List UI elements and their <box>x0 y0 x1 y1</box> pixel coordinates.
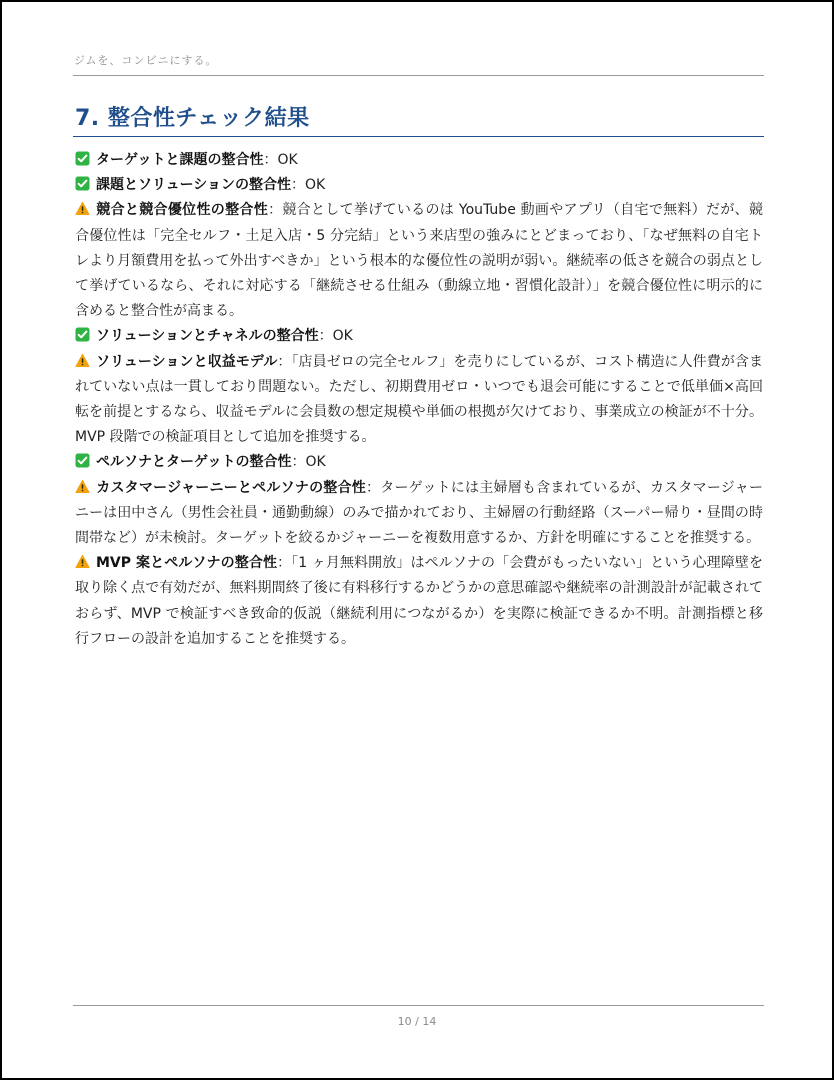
check-box-icon <box>75 327 90 342</box>
warning-icon <box>75 353 90 368</box>
check-box-icon <box>75 453 90 468</box>
check-result-item <box>75 551 763 652</box>
check-item-label: ソリューションと収益モデル <box>96 353 278 370</box>
check-item-label: ソリューションとチャネルの整合性 <box>96 328 319 345</box>
check-result-item <box>75 198 763 324</box>
warning-icon <box>75 201 90 216</box>
check-item-text: ：OK <box>291 177 326 194</box>
check-result-item <box>75 350 763 451</box>
check-item-text: ：OK <box>318 328 353 345</box>
section-title: 7. 整合性チェック結果 <box>75 106 310 131</box>
check-box-icon <box>75 151 90 166</box>
header-divider <box>73 75 764 76</box>
warning-icon <box>75 479 90 494</box>
check-item-text: ：競合として挙げているのは YouTube 動画やアプリ（自宅で無料）だが、競合優位性は「完全セルフ・土足入店・5 分完結」という来店型の強みにとどまっており、「なぜ無料の自宅トレより月額費用を払って外出すべきか」という根本的な優位性の説明が弱い。継続率の低さを競合の弱点として挙げているなら、それに対応する「継続させる仕組み（動線立地・習慣化設計）」を競合優位性に明示的に含めると整合性が高まる。 <box>75 202 763 320</box>
check-item-label: ターゲットと課題の整合性 <box>96 152 264 168</box>
check-item-label: 競合と競合優位性の整合性 <box>96 202 269 219</box>
check-result-item <box>75 173 763 198</box>
check-result-item <box>75 450 763 475</box>
check-item-text: ：「1 ヶ月無料開放」はペルソナの「会費がもったいない」という心理障壁を取り除く点で有効だが、無料期間終了後に有料移行するかどうかの意思確認や継続率の計測設計が記載されておらず、MVP で検証すべき致命的仮説（継続利用につながるか）を実際に検証できるか不明。計測指標と移行フローの設計を追加することを推奨する。 <box>75 555 763 647</box>
check-item-label: ペルソナとターゲットの整合性 <box>96 454 292 471</box>
running-header: ジムを、コンビニにする。 <box>74 54 218 67</box>
check-result-item <box>75 476 763 552</box>
warning-icon <box>75 554 90 569</box>
check-item-label: カスタマージャーニーとペルソナの整合性 <box>96 479 366 496</box>
check-item-label: MVP 案とペルソナの整合性 <box>96 555 278 572</box>
check-result-list <box>75 148 763 652</box>
check-item-text: ：OK <box>291 454 326 471</box>
check-item-text: ：「店員ゼロの完全セルフ」を売りにしているが、コスト構造に人件費が含まれていない点は一貫しており問題ない。ただし、初期費用ゼロ・いつでも退会可能にすることで低単価×高回転を前提とするなら、収益モデルに会員数の想定規模や単価の根拠が欠けており、事業成立の検証が不十分。MVP 段階での検証項目として追加を推奨する。 <box>75 353 763 446</box>
check-item-label: 課題とソリューションの整合性 <box>96 177 292 194</box>
check-result-item <box>75 324 763 349</box>
footer-divider <box>73 1005 764 1006</box>
title-underline <box>73 136 764 137</box>
check-item-text: ：ターゲットには主婦層も含まれているが、カスタマージャーニーは田中さん（男性会社員・通勤動線）のみで描かれており、主婦層の行動経路（スーパー帰り・昼間の時間帯など）が未検討。ターゲットを絞るかジャーニーを複数用意するか、方針を明確にすることを推奨する。 <box>75 479 763 547</box>
page-number: 10 / 14 <box>397 1015 437 1028</box>
check-box-icon <box>75 176 90 191</box>
check-result-item <box>75 148 763 173</box>
check-item-text: ：OK <box>263 152 298 168</box>
